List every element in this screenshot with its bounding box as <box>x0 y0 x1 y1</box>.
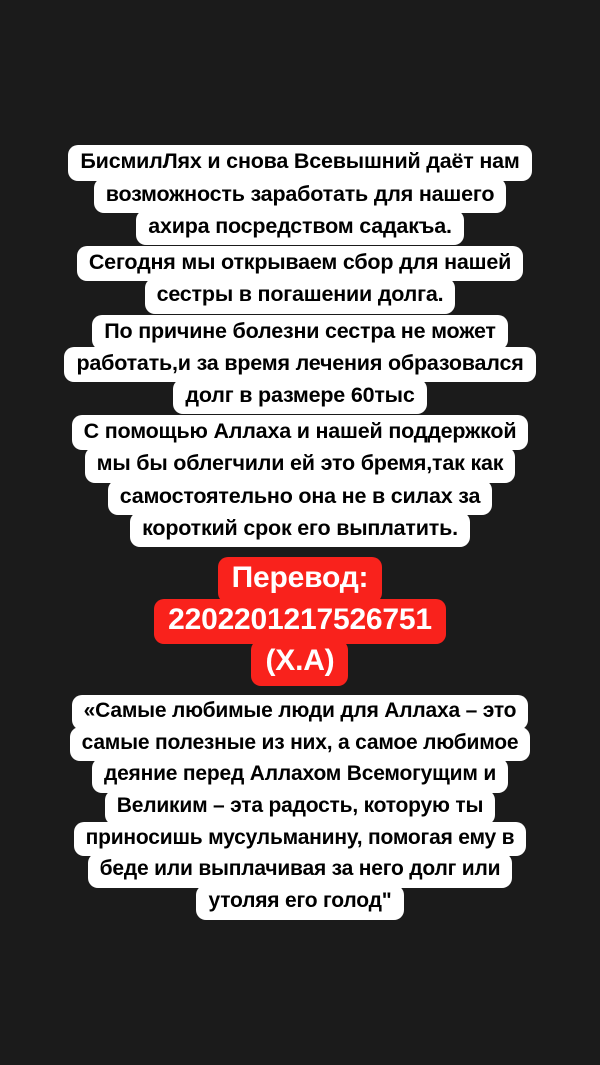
hadith-line: самые полезные из них, а самое любимое <box>70 727 531 762</box>
appeal-line: самостоятельно она не в силах за <box>108 480 493 515</box>
announcement-line: сестры в погашении долга. <box>145 278 456 313</box>
reason-sticker <box>64 315 535 415</box>
hadith-line: беде или выплачивая за него долг или <box>88 853 513 888</box>
intro-line: ахира посредством садакъа. <box>136 210 464 245</box>
intro-sticker <box>68 145 531 245</box>
appeal-line: С помощью Аллаха и нашей поддержкой <box>72 415 529 450</box>
announcement-sticker <box>77 246 523 313</box>
hadith-quote-sticker <box>70 695 531 920</box>
hadith-line: «Самые любимые люди для Аллаха – это <box>72 695 529 730</box>
hadith-line: утоляя его голод" <box>196 885 403 920</box>
intro-line: БисмилЛях и снова Всевышний даёт нам <box>68 145 531 180</box>
transfer-details-sticker <box>154 557 446 686</box>
announcement-line: Сегодня мы открываем сбор для нашей <box>77 246 523 281</box>
hadith-line: приносишь мусульманину, помогая ему в <box>74 822 527 857</box>
transfer-recipient-initials: (Х.А) <box>251 640 348 686</box>
story-text-block <box>40 145 560 919</box>
intro-line: возможность заработать для нашего <box>94 178 507 213</box>
reason-line: По причине болезни сестра не может <box>92 315 508 350</box>
hadith-line: Великим – эта радость, которую ты <box>105 790 495 825</box>
appeal-line: короткий срок его выплатить. <box>130 512 470 547</box>
transfer-card-number[interactable]: 2202201217526751 <box>154 599 446 645</box>
hadith-line: деяние перед Аллахом Всемогущим и <box>92 758 508 793</box>
reason-line: долг в размере 60тыс <box>173 379 426 414</box>
reason-line: работать,и за время лечения образовался <box>64 347 535 382</box>
appeal-line: мы бы облегчили ей это бремя,так как <box>85 447 516 482</box>
appeal-sticker <box>72 415 529 547</box>
transfer-label: Перевод: <box>218 557 383 603</box>
